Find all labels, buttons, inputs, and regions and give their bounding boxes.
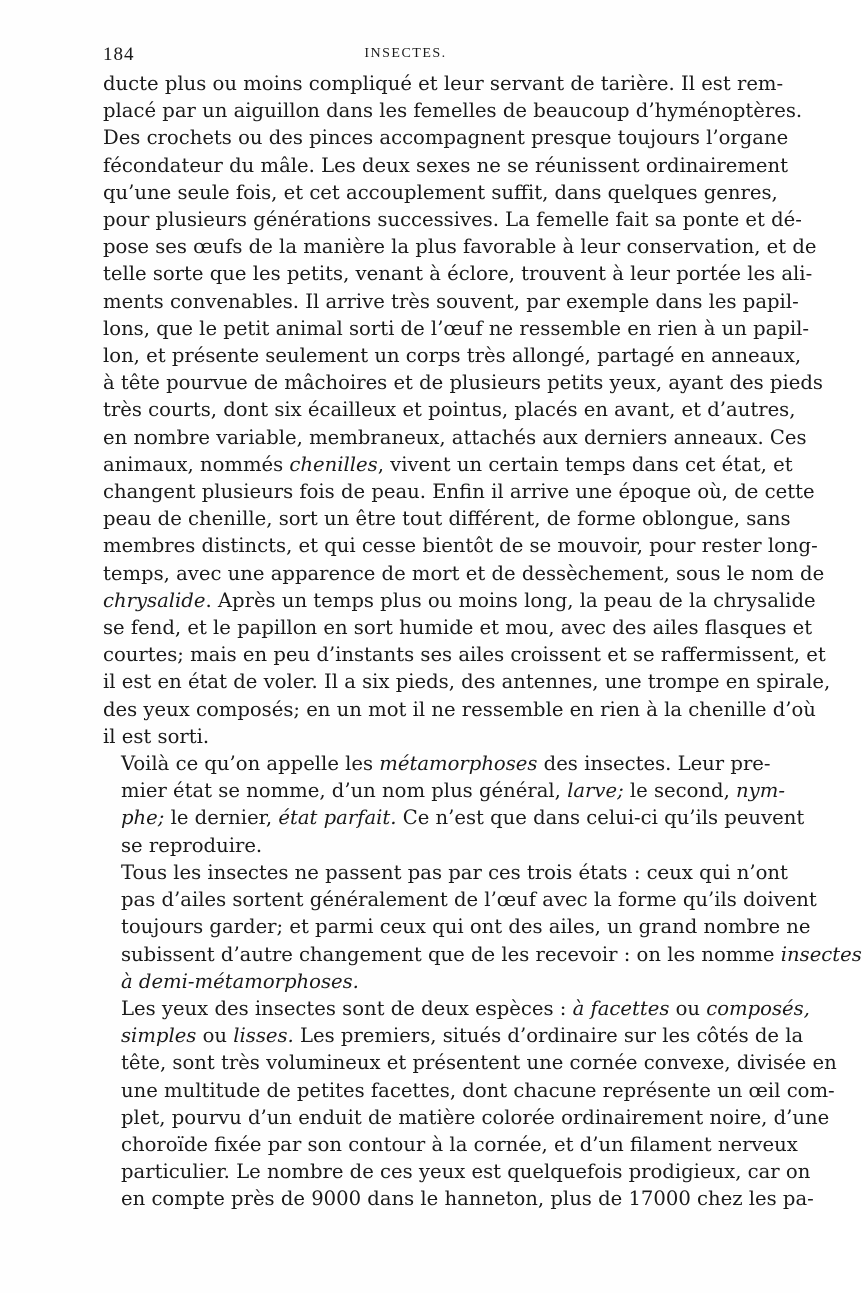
text-line: il est en état de voler. Il a six pieds, des antennes, une trompe en spirale, bbox=[103, 670, 831, 694]
body-text bbox=[103, 70, 862, 1213]
italic-term: état parfait. bbox=[278, 806, 397, 830]
text-line: lons, que le petit animal sorti de l’œuf ne ressemble en rien à un papil- bbox=[103, 316, 810, 340]
text-line: Voilà ce qu’on appelle les métamorphoses des insectes. Leur pre- bbox=[121, 752, 771, 776]
text-line: ments convenables. Il arrive très souvent, par exemple dans les papil- bbox=[103, 289, 799, 313]
text-line: pour plusieurs générations successives. La femelle fait sa ponte et dé- bbox=[103, 208, 802, 232]
text-line: courtes; mais en peu d’instants ses ailes croissent et se raffermissent, et bbox=[103, 643, 826, 667]
text-line: qu’une seule fois, et cet accouplement suffit, dans quelques genres, bbox=[103, 180, 778, 204]
text-line: membres distincts, et qui cesse bientôt de se mouvoir, pour rester long- bbox=[103, 534, 818, 558]
text-line: se fend, et le papillon en sort humide et mou, avec des ailes flasques et bbox=[103, 616, 813, 640]
paragraph bbox=[103, 859, 862, 995]
text-line: il est sorti. bbox=[103, 724, 210, 748]
paragraph bbox=[103, 750, 805, 859]
text-line: choroïde fixée par son contour à la cornée, et d’un filament nerveux bbox=[121, 1132, 798, 1156]
text-line: Les yeux des insectes sont de deux espèces : à facettes ou composés, bbox=[121, 996, 810, 1020]
text-line: subissent d’autre changement que de les recevoir : on les nomme insectes bbox=[121, 942, 862, 966]
italic-term: métamorphoses bbox=[379, 752, 538, 776]
italic-term: à facettes bbox=[572, 996, 670, 1020]
paragraph bbox=[103, 995, 837, 1213]
text-line: lon, et présente seulement un corps très allongé, partagé en anneaux, bbox=[103, 344, 802, 368]
text-line: très courts, dont six écailleux et pointus, placés en avant, et d’autres, bbox=[103, 398, 796, 422]
text-line: telle sorte que les petits, venant à éclore, trouvent à leur portée les ali- bbox=[103, 262, 813, 286]
text-line: peau de chenille, sort un être tout différent, de forme oblongue, sans bbox=[103, 507, 791, 531]
text-line: Des crochets ou des pinces accompagnent presque toujours l’organe bbox=[103, 126, 789, 150]
text-line: en nombre variable, membraneux, attachés aux derniers anneaux. Ces bbox=[103, 425, 807, 449]
text-line: animaux, nommés chenilles, vivent un certain temps dans cet état, et bbox=[103, 452, 793, 476]
text-line: temps, avec une apparence de mort et de dessèchement, sous le nom de bbox=[103, 561, 825, 585]
page-number: 184 bbox=[103, 44, 135, 65]
italic-term: à demi-métamorphoses. bbox=[121, 969, 359, 993]
italic-term: nym- bbox=[736, 779, 785, 803]
text-line: se reproduire. bbox=[121, 833, 263, 857]
text-line: simples ou lisses. Les premiers, situés d’ordinaire sur les côtés de la bbox=[121, 1024, 804, 1048]
text-line: toujours garder; et parmi ceux qui ont des ailes, un grand nombre ne bbox=[121, 915, 811, 939]
text-line: pose ses œufs de la manière la plus favorable à leur conservation, et de bbox=[103, 235, 817, 259]
italic-term: chenilles bbox=[289, 452, 378, 476]
italic-term: chrysalide bbox=[103, 588, 206, 612]
text-line: phe; le dernier, état parfait. Ce n’est que dans celui-ci qu’ils peuvent bbox=[121, 806, 805, 830]
text-line: plet, pourvu d’un enduit de matière colorée ordinairement noire, d’une bbox=[121, 1105, 830, 1129]
text-line: chrysalide. Après un temps plus ou moins long, la peau de la chrysalide bbox=[103, 588, 816, 612]
running-head bbox=[103, 44, 708, 68]
text-line: particulier. Le nombre de ces yeux est quelquefois prodigieux, car on bbox=[121, 1160, 811, 1184]
text-line: changent plusieurs fois de peau. Enfin il arrive une époque où, de cette bbox=[103, 480, 815, 504]
italic-term: composés, bbox=[706, 996, 810, 1020]
text-line: des yeux composés; en un mot il ne ressemble en rien à la chenille d’où bbox=[103, 697, 816, 721]
italic-term: phe; bbox=[121, 806, 165, 830]
text-line: une multitude de petites facettes, dont chacune représente un œil com- bbox=[121, 1078, 835, 1102]
italic-term: simples bbox=[121, 1024, 197, 1048]
running-title: INSECTES. bbox=[364, 46, 447, 61]
text-line bbox=[103, 968, 708, 995]
text-line: à tête pourvue de mâchoires et de plusieurs petits yeux, ayant des pieds bbox=[103, 371, 823, 395]
text-line: mier état se nomme, d’un nom plus général, larve; le second, nym- bbox=[121, 779, 785, 803]
text-line: ducte plus ou moins compliqué et leur servant de tarière. Il est rem- bbox=[103, 72, 784, 95]
italic-term: lisses. bbox=[233, 1024, 294, 1048]
text-line: pas d’ailes sortent généralement de l’œuf avec la forme qu’ils doivent bbox=[121, 888, 817, 912]
text-line: placé par un aiguillon dans les femelles de beaucoup d’hyménoptères. bbox=[103, 99, 803, 123]
text-line: en compte près de 9000 dans le hanneton, plus de 17000 chez les pa- bbox=[121, 1187, 814, 1211]
text-line: tête, sont très volumineux et présentent une cornée convexe, divisée en bbox=[121, 1051, 837, 1075]
text-line: fécondateur du mâle. Les deux sexes ne se réunissent ordinairement bbox=[103, 153, 789, 177]
italic-term: insectes bbox=[780, 942, 862, 966]
text-line: Tous les insectes ne passent pas par ces trois états : ceux qui n’ont bbox=[121, 860, 788, 884]
paragraph bbox=[103, 70, 831, 750]
italic-term: larve; bbox=[567, 779, 624, 803]
